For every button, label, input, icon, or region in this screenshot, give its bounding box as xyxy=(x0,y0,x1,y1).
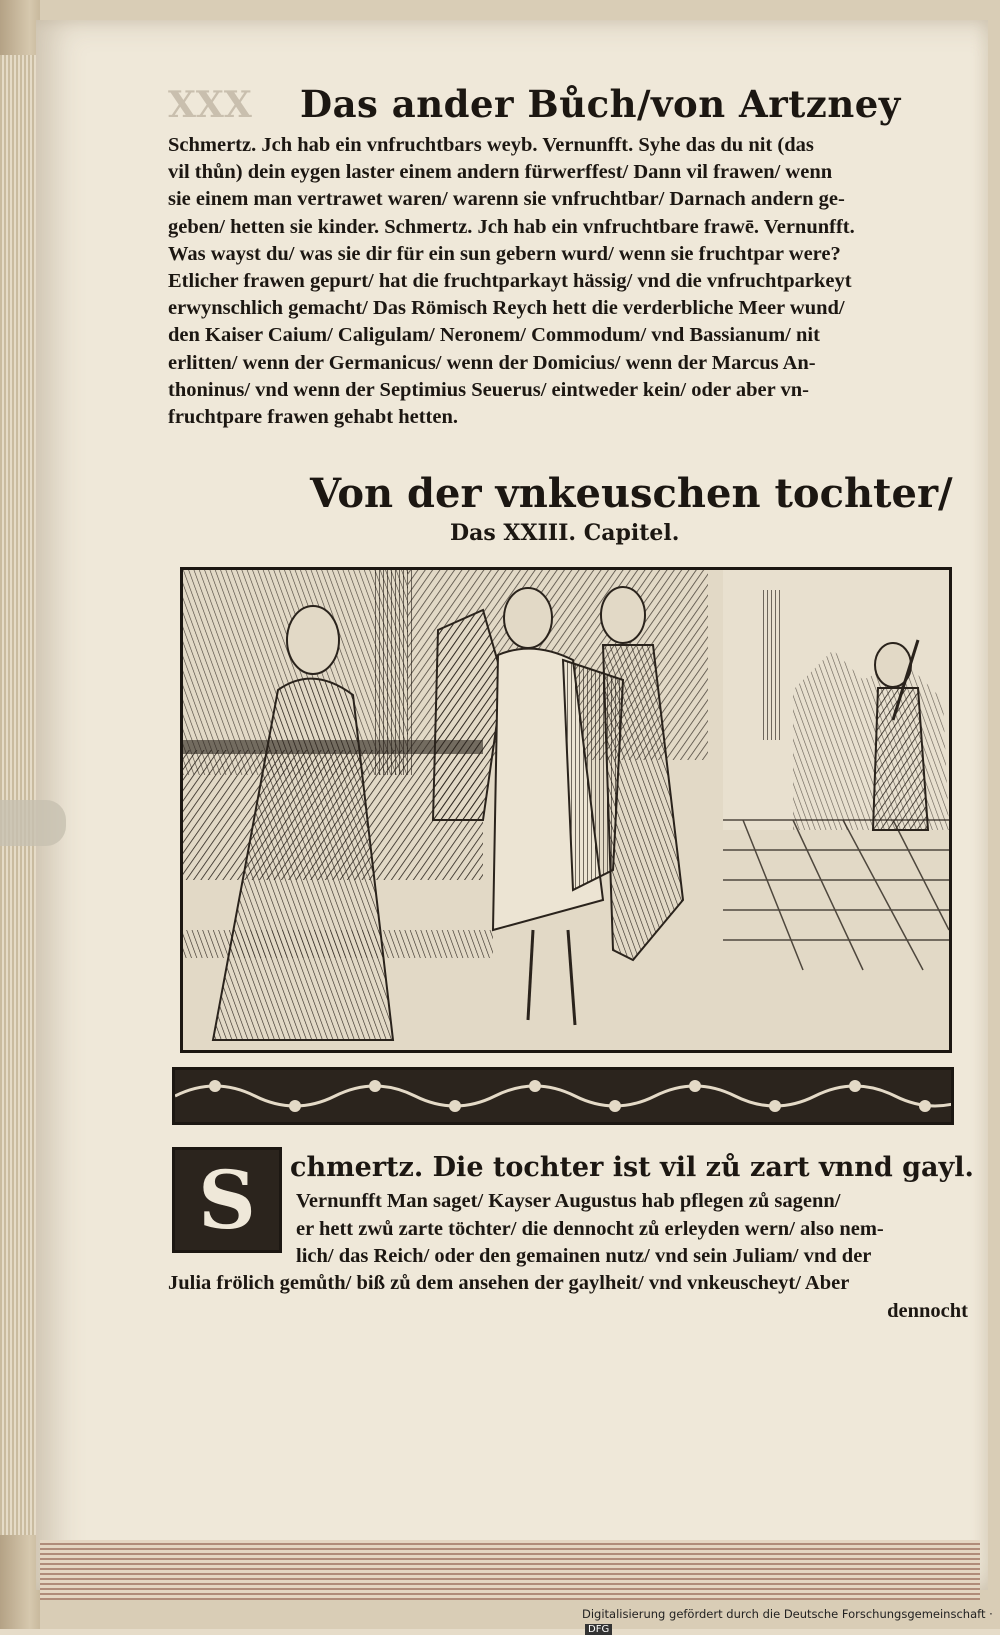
digitization-credit xyxy=(582,1607,1000,1635)
paragraph-1 xyxy=(168,132,968,431)
running-head: Das ander Bůch/von Artzney xyxy=(300,82,901,126)
dfg-logo: DFG xyxy=(585,1624,612,1635)
bottom-page-edges xyxy=(40,1540,980,1600)
text-line: fruchtpare frawen gehabt hetten. xyxy=(168,406,458,429)
text-line: Schmertz. Jch hab ein vnfruchtbars weyb. Vernunfft. Syhe das du nit (das xyxy=(168,134,814,156)
chapter-title: Von der vnkeuschen tochter/ xyxy=(310,470,953,517)
text-line: sie einem man vertrawet waren/ warenn sie vnfruchtbar/ Darnach andern ge- xyxy=(168,188,845,211)
text-line: erlitten/ wenn der Germanicus/ wenn der Domicius/ wenn der Marcus An- xyxy=(168,351,816,374)
paragraph-2-indented xyxy=(296,1188,968,1271)
credit-text: Digitalisierung gefördert durch die Deutsche Forschungsgemeinschaft · xyxy=(582,1607,993,1621)
text-line: erwynschlich gemacht/ Das Römisch Reych hett die verderbliche Meer wund/ xyxy=(168,297,845,320)
folio-ghost: XXX xyxy=(168,84,252,126)
chapter-number: Das XXIII. Capitel. xyxy=(450,520,680,546)
text-line: Etlicher frawen gepurt/ hat die fruchtparkayt hässig/ vnd die vnfruchtparkeyt xyxy=(168,270,852,293)
page-edges xyxy=(0,55,38,1535)
section-heading: chmertz. Die tochter ist vil zů zart vnnd gayl. xyxy=(290,1152,974,1183)
text-line: thoninus/ vnd wenn der Septimius Seuerus/ eintweder kein/ oder aber vn- xyxy=(168,378,809,401)
decorated-initial xyxy=(172,1147,282,1253)
ornamental-border xyxy=(172,1067,954,1125)
text-line: Vernunfft Man saget/ Kayser Augustus hab pflegen zů sagenn/ xyxy=(296,1190,841,1212)
text-line: er hett zwů zarte töchter/ die dennocht zů erleyden wern/ also nem- xyxy=(296,1217,884,1240)
catchword: dennocht xyxy=(887,1299,968,1322)
initial-letter: S xyxy=(198,1153,256,1247)
text-line: lich/ das Reich/ oder den gemainen nutz/ vnd sein Juliam/ vnd der xyxy=(296,1245,872,1267)
woodcut-scene-icon xyxy=(183,570,949,1050)
vine-ornament-icon xyxy=(175,1070,951,1122)
text-line: geben/ hetten sie kinder. Schmertz. Jch hab ein vnfruchtbare frawē. Vernunfft. xyxy=(168,215,855,238)
text-line: vil thůn) dein eygen laster einem andern fürwerffest/ Dann vil frawen/ wenn xyxy=(168,161,833,184)
text-line: Julia frölich gemůth/ biß zů dem ansehen der gaylheit/ vnd vnkeuscheyt/ Aber xyxy=(168,1272,850,1294)
paragraph-2-full xyxy=(168,1270,968,1325)
text-line: Was wayst du/ was sie dir für ein sun gebern wurd/ wenn sie fruchtpar were? xyxy=(168,242,841,265)
text-line: den Kaiser Caium/ Caligulam/ Neronem/ Commodum/ vnd Bassianum/ nit xyxy=(168,324,820,347)
bookmark-tab xyxy=(0,800,66,846)
woodcut-illustration xyxy=(180,567,952,1053)
